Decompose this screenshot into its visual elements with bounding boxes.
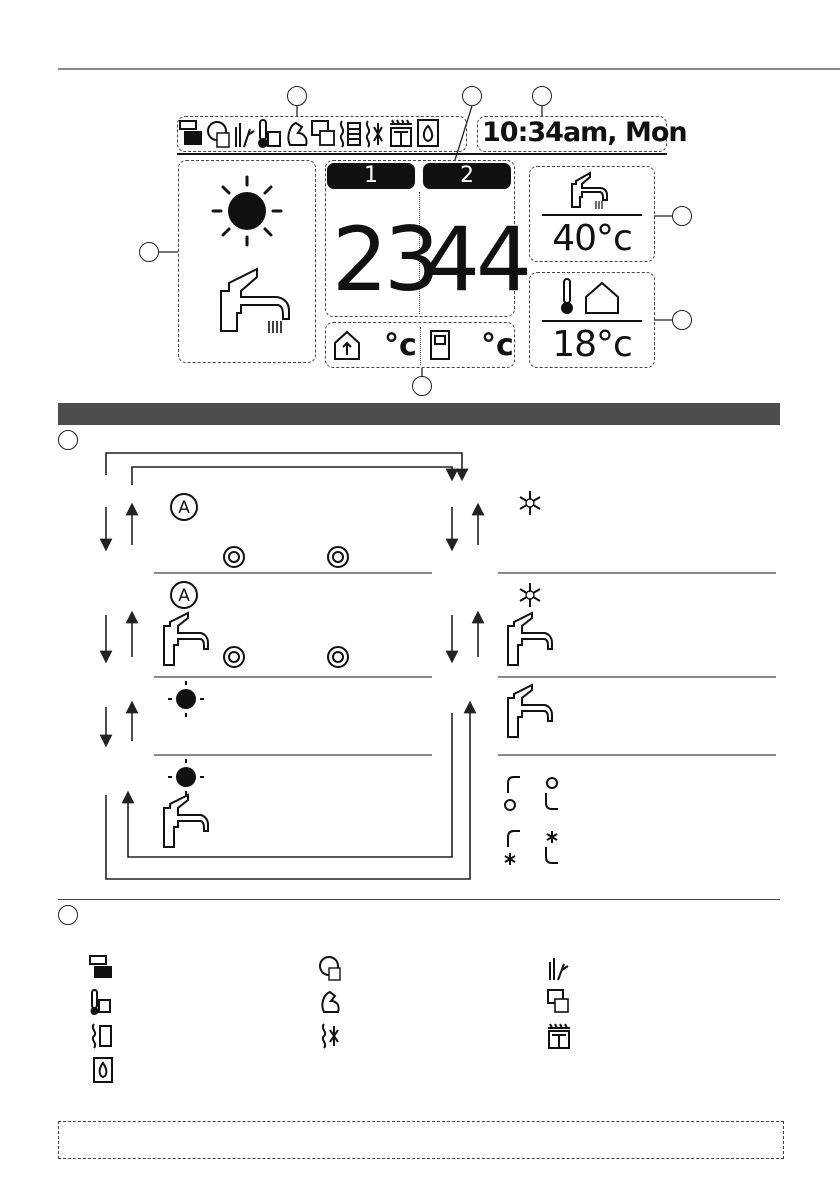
section-divider: [58, 899, 780, 900]
heater-coil-icon: [341, 121, 360, 147]
hot-water-faucet-icon: [164, 613, 208, 665]
room-thermostat-icon: [91, 990, 111, 1015]
status-icon-row: [178, 117, 466, 151]
sensor-divider: [420, 327, 421, 365]
programmer-icon: [90, 956, 112, 978]
switch-cool-icon: [505, 831, 558, 865]
heat-icon: [168, 759, 204, 795]
cool-icon: [520, 583, 540, 607]
zone2-unit: °c: [481, 328, 514, 363]
clock-text: 10:34am, Mon: [482, 117, 687, 148]
zone2-temp: 44: [424, 208, 528, 311]
heat-icon: [168, 681, 204, 717]
defrost-icon: [323, 1024, 338, 1048]
heat-small-icon: [224, 547, 244, 567]
cool-small-icon: [328, 647, 348, 667]
room-thermostat-house-icon: [558, 277, 628, 317]
flame-icon: [94, 1058, 112, 1082]
callout-icon-legend: [58, 905, 78, 925]
zone1-unit: °c: [384, 328, 417, 363]
tank-faucet-icon: [568, 171, 614, 211]
svg-text:A: A: [178, 498, 190, 518]
room-temperature-panel: [529, 272, 655, 368]
weekly-timer-icon: [208, 122, 229, 147]
cool-icon: [520, 491, 540, 515]
header-underline: [177, 153, 667, 155]
power-icon: [322, 992, 338, 1012]
hot-water-faucet-icon: [508, 613, 552, 665]
pc-icon: [312, 121, 334, 145]
room-thermostat-icon: [258, 120, 280, 148]
zone1-temp: 23: [332, 208, 436, 311]
outdoor-house-icon: [332, 329, 362, 361]
heater-coil-icon: [93, 1024, 111, 1048]
operation-mode-panel: [178, 160, 316, 363]
svg-text:A: A: [178, 586, 190, 606]
cool-small-icon: [328, 547, 348, 567]
switch-heat-icon: [505, 777, 558, 810]
status-icons-box: [177, 116, 467, 152]
room-temp: 18°c: [552, 324, 632, 365]
building-icon: [390, 120, 412, 146]
room-controller-icon: [429, 329, 451, 361]
sensor-panel: [325, 322, 515, 368]
pc-icon: [548, 990, 568, 1012]
power-icon: [288, 123, 306, 145]
note-box: [58, 1121, 784, 1159]
room-divider: [542, 320, 642, 322]
auto-icon: [171, 582, 197, 608]
heat-small-icon: [224, 647, 244, 667]
quiet-mode-icon: [236, 123, 254, 147]
flame-icon: [418, 120, 438, 146]
zone1-tab: 1: [327, 163, 415, 189]
defrost-icon: [367, 121, 382, 147]
hot-water-faucet-icon: [508, 685, 552, 737]
section-header-bar: [58, 403, 780, 425]
weekly-timer-icon: [320, 957, 340, 980]
heat-icon: [213, 177, 281, 245]
mode-display-icons: [179, 161, 315, 361]
zone2-tab: 2: [423, 163, 511, 189]
icon-legend: [0, 950, 840, 1110]
clock-box: [477, 116, 687, 152]
tank-temperature-panel: [529, 166, 655, 262]
hot-water-faucet-icon: [164, 795, 208, 847]
quiet-mode-icon: [550, 958, 568, 980]
hot-water-faucet-icon: [221, 269, 289, 333]
programmer-icon: [180, 121, 202, 145]
auto-icon: [171, 494, 197, 520]
tank-divider: [542, 214, 642, 216]
tank-temp: 40°c: [552, 218, 632, 259]
building-icon: [548, 1024, 570, 1048]
mode-cycle-diagram: [0, 445, 840, 905]
